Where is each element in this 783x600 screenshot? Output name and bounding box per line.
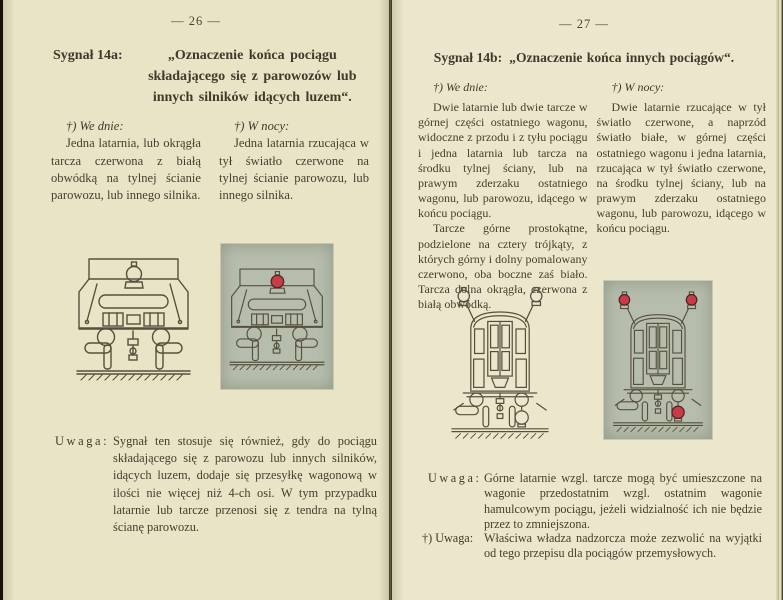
page-number: — 26 — bbox=[171, 14, 221, 28]
signal-label: Sygnał 14b: bbox=[433, 50, 503, 65]
column-heading-night: †) W nocy: bbox=[234, 119, 290, 133]
wagon-rear-night-illustration bbox=[604, 281, 712, 439]
column-heading-day: †) We dnie: bbox=[433, 80, 488, 94]
wagon-rear-day-illustration bbox=[448, 280, 552, 442]
uwaga-note bbox=[55, 433, 377, 536]
red-signal-lamp-icon bbox=[672, 406, 684, 418]
uwaga-text: Górne latarnie wzgl. tarcze mogą być umieszczone na wagonie przedostatnim wzgl. ostatnim wagonie hamulcowym pociągu, jeżeli widzialność ich nie będzie przez to zmniejszona. bbox=[484, 471, 762, 531]
red-signal-lamp-icon bbox=[271, 275, 283, 287]
column-heading-night: †) W nocy: bbox=[611, 80, 665, 94]
paragraph: Tarcze górne prostokątne, podzielone na cztery trójkąty, z których górny i dolny pomalowany czerwono, oba boczne zaś biało. Tarcza dolna okrągła, czerwona z białą obwódką. bbox=[418, 221, 588, 312]
page-edges bbox=[776, 0, 783, 600]
column-w-nocy bbox=[219, 118, 369, 204]
uwaga-note bbox=[428, 471, 762, 532]
page-number: — 27 — bbox=[559, 17, 609, 31]
page-right bbox=[392, 0, 776, 600]
paragraph: Jedna latarnia rzucająca w tył światło czerwone na tylnej ścianie parowozu, lub innego silnika. bbox=[219, 136, 369, 203]
page-left bbox=[3, 0, 389, 600]
uwaga-text: Sygnał ten stosuje się również, gdy do pociągu składającego się z parowozu lub innych silników, idących luzem, dodaje się przesyłkę wagonową w ilości nie więcej niż 4-ch osi. W tym przypadku latarnie lub tarcze przenosi się z tendra na tylną ścianę parowozu. bbox=[113, 434, 377, 535]
signal-14a-heading bbox=[53, 45, 375, 108]
signal-title: „Oznaczenie końca innych pociągów“. bbox=[509, 50, 735, 65]
signal-14b-heading bbox=[402, 47, 766, 68]
column-we-dnie bbox=[51, 118, 201, 204]
column-heading-day: †) We dnie: bbox=[66, 119, 124, 133]
locomotive-rear-day-illustration bbox=[71, 251, 196, 381]
uwaga-text: Właściwa władza nadzorcza może zezwolić na wyjątki od tego przepisu dla pociągów przemysłowych. bbox=[484, 531, 762, 561]
paragraph: Jedna latarnia, lub okrągła tarcza czerwona z białą obwódką na tylnej ścianie parowozu, lub innego silnika. bbox=[51, 136, 201, 203]
red-signal-lamp-icon bbox=[686, 295, 696, 305]
book-gutter bbox=[389, 0, 392, 600]
red-signal-lamp-icon bbox=[619, 295, 629, 305]
column-w-nocy bbox=[597, 80, 767, 312]
locomotive-rear-night-illustration bbox=[221, 244, 333, 389]
uwaga-dagger-note bbox=[422, 531, 762, 562]
uwaga-label: †) Uwaga: bbox=[422, 531, 474, 545]
column-we-dnie bbox=[418, 80, 588, 312]
paragraph: Dwie latarnie lub dwie tarcze w górnej części ostatniego wagonu, widoczne z przodu i z tyłu pociągu i jedna latarnia lub tarcza na środku tylnej ściany, lub na prawym zderzaku ostatniego wagonu, lub parowozu, idącego w końcu pociągu. bbox=[418, 100, 588, 221]
uwaga-label: Uwaga: bbox=[55, 434, 110, 448]
uwaga-label: Uwaga: bbox=[428, 471, 482, 485]
paragraph: Dwie latarnie rzucające w tył światło czerwone, a naprzód światło białe, w górnej części ostatniego wagonu i jedna latarnia, rzucająca w tył światło czerwone, na środku tylnej ściany, lub na prawym zderzaku ostatniego wagonu, lub parowozu, idącego w końcu pociągu. bbox=[596, 100, 766, 236]
signal-label: Sygnał 14a: bbox=[53, 48, 123, 63]
day-night-columns bbox=[51, 118, 369, 204]
signal-title: „Oznaczenie końca pociągu składającego się z parowozów lub innych silników idących luzem“. bbox=[148, 48, 357, 105]
day-night-columns bbox=[418, 80, 766, 312]
